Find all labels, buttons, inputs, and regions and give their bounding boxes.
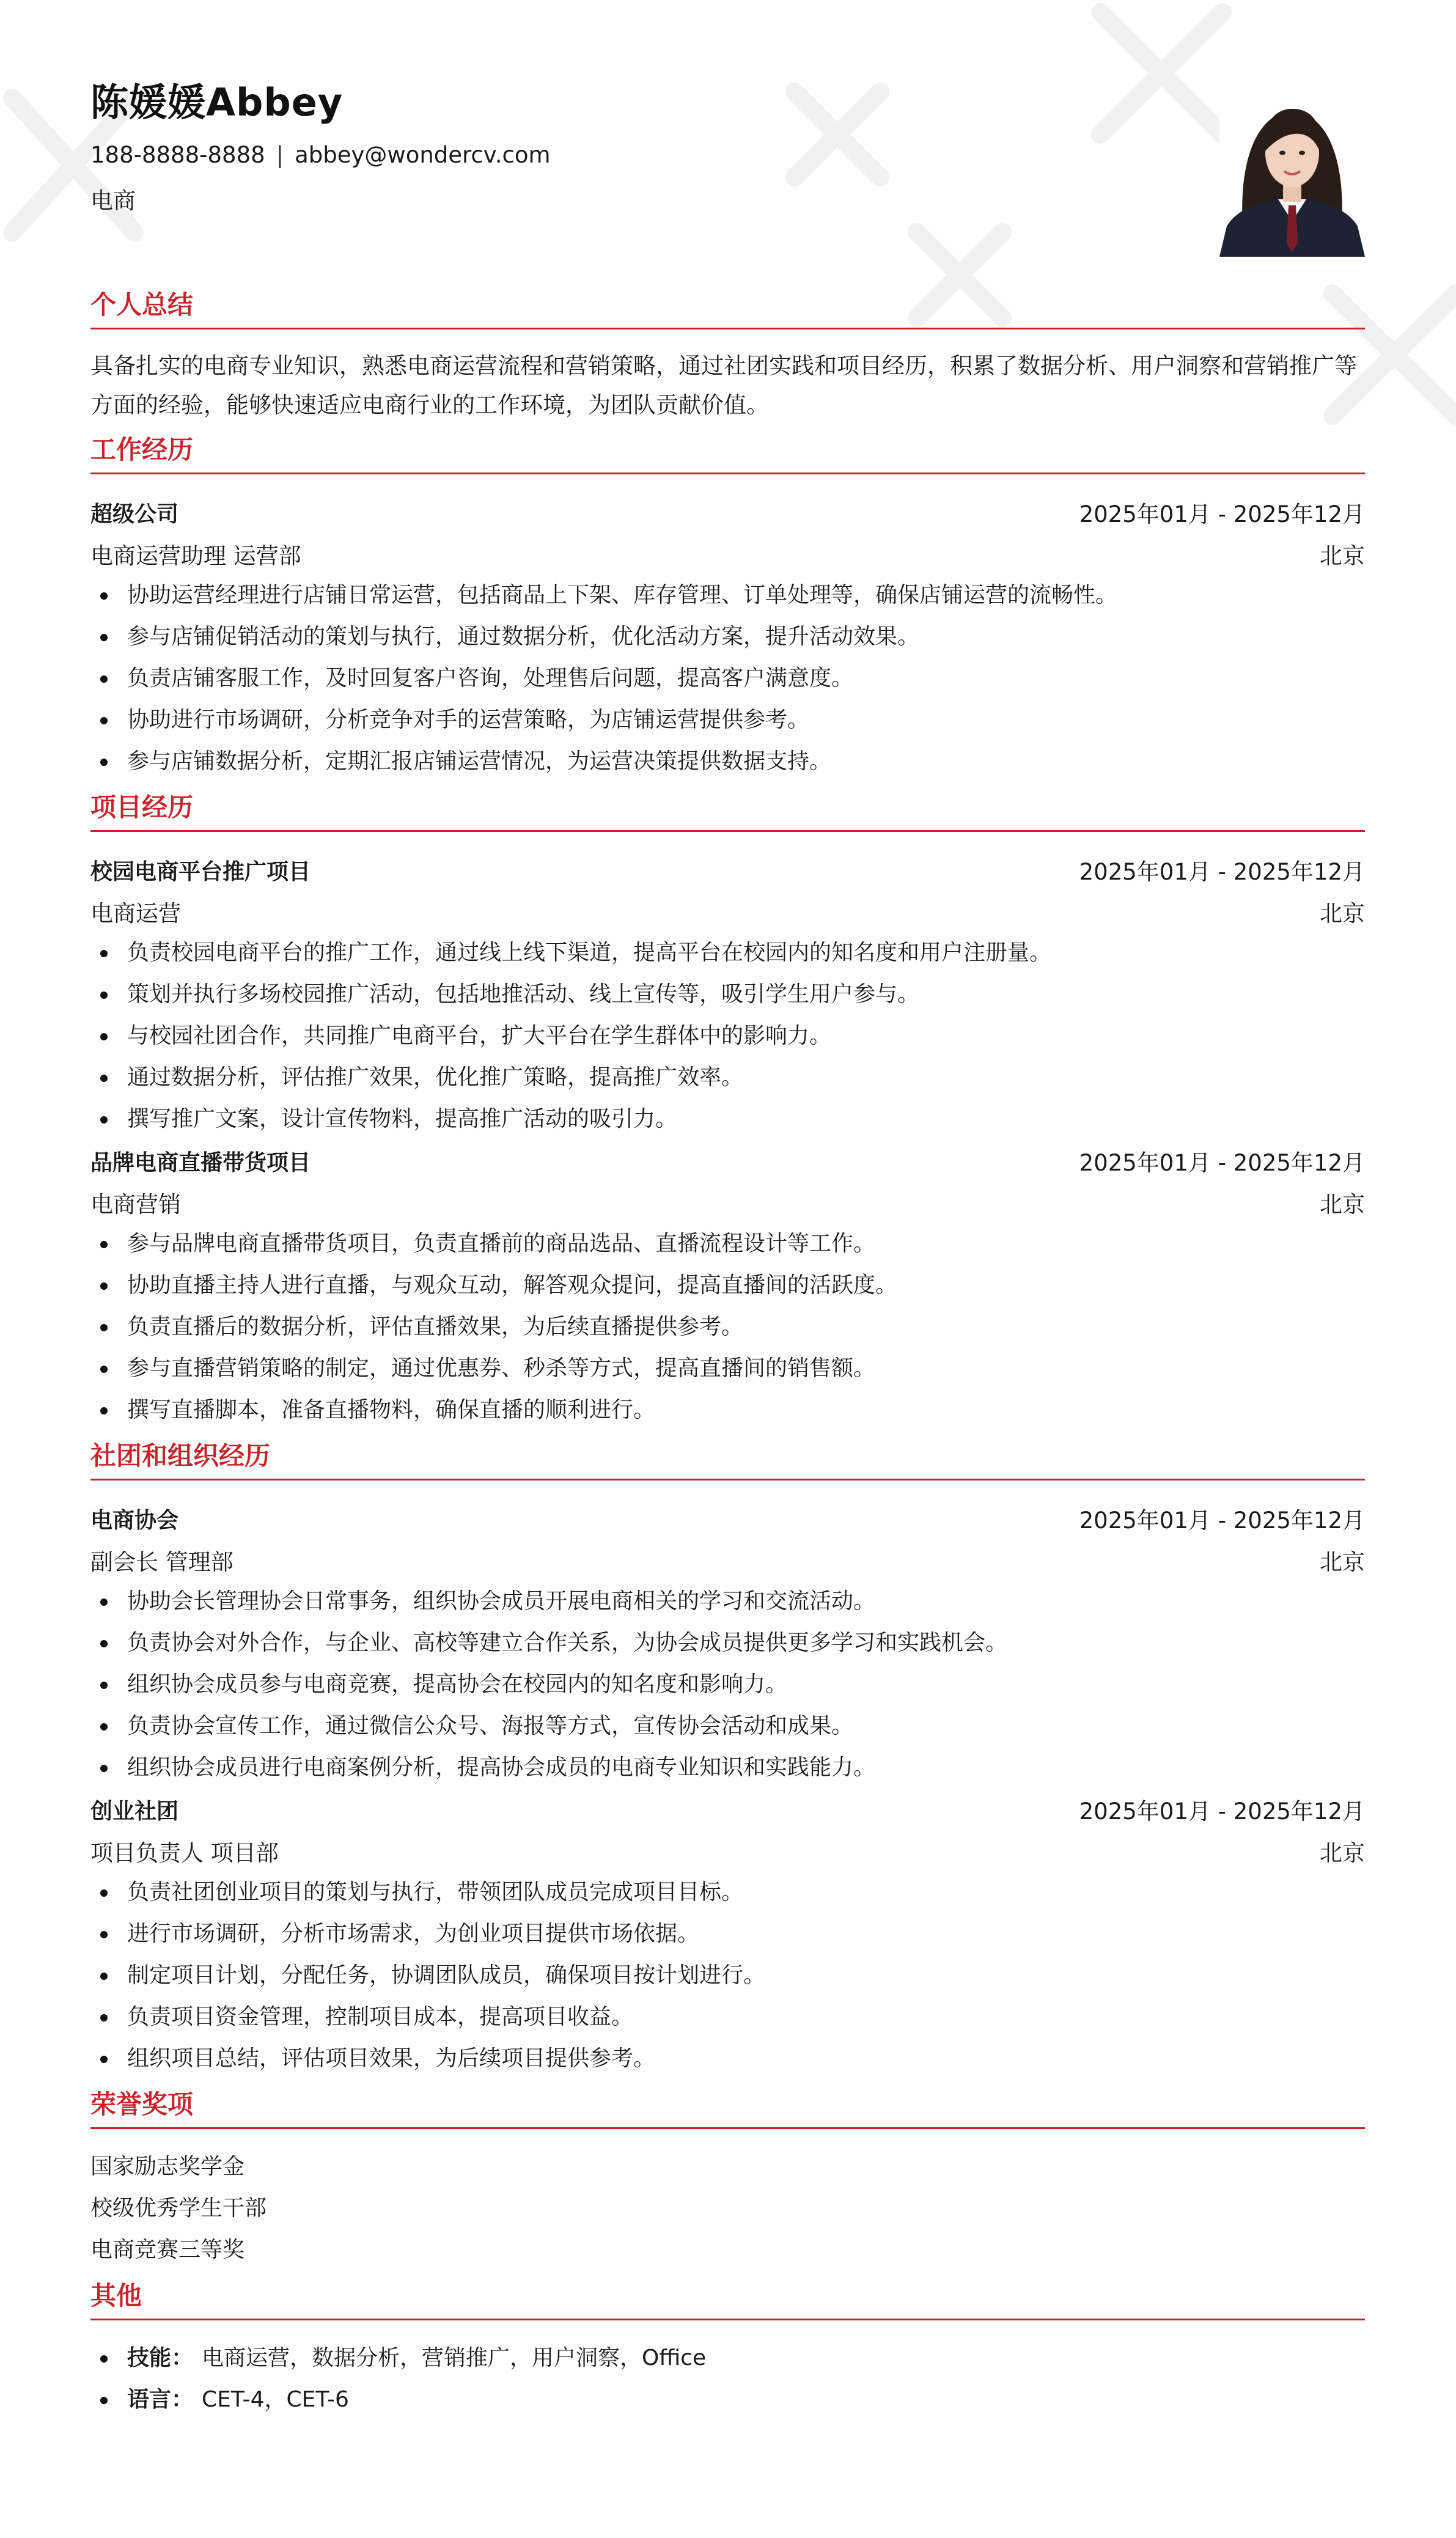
section-divider	[90, 830, 1365, 832]
other-list	[90, 2338, 1365, 2421]
section-title-summary: 个人总结	[90, 290, 194, 320]
entry-organization: 创业社团	[90, 1798, 179, 1824]
bullet-item: 协助进行市场调研，分析竞争对手的运营策略，为店铺运营提供参考。	[90, 699, 1365, 741]
entry-organization: 校园电商平台推广项目	[90, 859, 311, 885]
section-divider	[90, 473, 1365, 474]
entry-date: 2025年01月 - 2025年12月	[1079, 501, 1365, 528]
section-clubs	[90, 1438, 1365, 2080]
bullet-item: 进行市场调研，分析市场需求，为创业项目提供市场依据。	[90, 1913, 1365, 1955]
candidate-name: 陈媛媛Abbey	[90, 80, 344, 125]
bullet-item: 负责直播后的数据分析，评估直播效果，为后续直播提供参考。	[90, 1306, 1365, 1348]
section-divider	[90, 328, 1365, 329]
award-item: 电商竞赛三等奖	[90, 2237, 245, 2262]
bullet-item: 组织协会成员参与电商竞赛，提高协会在校园内的知名度和影响力。	[90, 1664, 1365, 1705]
project-entry	[90, 1140, 1365, 1431]
bullet-item: 协助直播主持人进行直播，与观众互动，解答观众提问，提高直播间的活跃度。	[90, 1265, 1365, 1306]
bullet-item: 负责协会宣传工作，通过微信公众号、海报等方式，宣传协会活动和成果。	[90, 1705, 1365, 1747]
entry-bullets	[90, 1872, 1365, 2080]
skills-value: 电商运营，数据分析，营销推广，用户洞察，Office	[202, 2345, 707, 2371]
entry-location: 北京	[1320, 900, 1365, 927]
bullet-item: 负责校园电商平台的推广工作，通过线上线下渠道，提高平台在校园内的知名度和用户注册量。	[90, 932, 1365, 974]
bullet-item: 负责项目资金管理，控制项目成本，提高项目收益。	[90, 1996, 1365, 2038]
bullet-item: 组织协会成员进行电商案例分析，提高协会成员的电商专业知识和实践能力。	[90, 1747, 1365, 1789]
resume-page	[90, 0, 1365, 2421]
section-awards	[90, 2087, 1365, 2271]
entry-role: 电商运营	[90, 900, 181, 927]
entry-role: 电商运营助理 运营部	[90, 543, 301, 569]
bullet-item: 制定项目计划，分配任务，协调团队成员，确保项目按计划进行。	[90, 1955, 1365, 1996]
entry-bullets	[90, 1581, 1365, 1789]
entry-location: 北京	[1320, 1191, 1365, 1218]
entry-location: 北京	[1320, 1840, 1365, 1866]
job-intent: 电商	[90, 188, 136, 214]
section-work	[90, 432, 1365, 782]
entry-organization: 电商协会	[90, 1507, 179, 1533]
skills-item	[90, 2338, 1365, 2379]
entry-date: 2025年01月 - 2025年12月	[1079, 1798, 1365, 1825]
entry-role: 副会长 管理部	[90, 1549, 233, 1575]
award-item: 校级优秀学生干部	[90, 2196, 267, 2221]
entry-date: 2025年01月 - 2025年12月	[1079, 1507, 1365, 1534]
entry-location: 北京	[1320, 1549, 1365, 1575]
bullet-item: 参与店铺数据分析，定期汇报店铺运营情况，为运营决策提供数据支持。	[90, 741, 1365, 782]
award-item: 国家励志奖学金	[90, 2154, 245, 2179]
bullet-item: 负责社团创业项目的策划与执行，带领团队成员完成项目目标。	[90, 1872, 1365, 1913]
profile-photo	[1219, 79, 1365, 257]
skills-label: 技能：	[127, 2345, 194, 2371]
bullet-item: 组织项目总结，评估项目效果，为后续项目提供参考。	[90, 2038, 1365, 2080]
entry-date: 2025年01月 - 2025年12月	[1079, 1150, 1365, 1176]
section-divider	[90, 2319, 1365, 2320]
bullet-item: 协助会长管理协会日常事务，组织协会成员开展电商相关的学习和交流活动。	[90, 1581, 1365, 1622]
entry-location: 北京	[1320, 543, 1365, 569]
entry-role: 电商营销	[90, 1191, 181, 1218]
entry-bullets	[90, 575, 1365, 782]
bullet-item: 参与店铺促销活动的策划与执行，通过数据分析，优化活动方案，提升活动效果。	[90, 616, 1365, 658]
phone-number: 188-8888-8888	[90, 142, 265, 168]
language-label: 语言：	[127, 2387, 194, 2412]
bullet-item: 协助运营经理进行店铺日常运营，包括商品上下架、库存管理、订单处理等，确保店铺运营的流畅性。	[90, 575, 1365, 616]
language-value: CET-4，CET-6	[202, 2387, 349, 2412]
bullet-item: 撰写推广文案，设计宣传物料，提高推广活动的吸引力。	[90, 1098, 1365, 1140]
entry-organization: 超级公司	[90, 501, 179, 527]
section-title-awards: 荣誉奖项	[90, 2089, 194, 2119]
bullet-item: 与校园社团合作，共同推广电商平台，扩大平台在学生群体中的影响力。	[90, 1015, 1365, 1057]
section-title-projects: 项目经历	[90, 792, 194, 822]
entry-role: 项目负责人 项目部	[90, 1840, 279, 1866]
section-title-other: 其他	[90, 2281, 142, 2311]
section-title-clubs: 社团和组织经历	[90, 1441, 271, 1471]
section-title-work: 工作经历	[90, 435, 194, 465]
club-entry	[90, 1789, 1365, 2080]
entry-bullets	[90, 932, 1365, 1140]
language-item	[90, 2379, 1365, 2421]
bullet-item: 撰写直播脚本，准备直播物料，确保直播的顺利进行。	[90, 1389, 1365, 1431]
club-entry	[90, 1498, 1365, 1789]
email-address: abbey@wondercv.com	[295, 142, 551, 168]
bullet-item: 负责店铺客服工作，及时回复客户咨询，处理售后问题，提高客户满意度。	[90, 658, 1365, 699]
bullet-item: 参与品牌电商直播带货项目，负责直播前的商品选品、直播流程设计等工作。	[90, 1223, 1365, 1265]
project-entry	[90, 849, 1365, 1140]
section-divider	[90, 2127, 1365, 2129]
entry-bullets	[90, 1223, 1365, 1431]
bullet-item: 策划并执行多场校园推广活动，包括地推活动、线上宣传等，吸引学生用户参与。	[90, 974, 1365, 1015]
bullet-item: 通过数据分析，评估推广效果，优化推广策略，提高推广效率。	[90, 1057, 1365, 1098]
contact-line	[90, 142, 551, 168]
entry-date: 2025年01月 - 2025年12月	[1079, 859, 1365, 885]
entry-organization: 品牌电商直播带货项目	[90, 1150, 311, 1175]
contact-separator: |	[276, 142, 284, 168]
section-other	[90, 2278, 1365, 2421]
bullet-item: 参与直播营销策略的制定，通过优惠券、秒杀等方式，提高直播间的销售额。	[90, 1348, 1365, 1389]
section-divider	[90, 1479, 1365, 1480]
section-projects	[90, 790, 1365, 1431]
work-entry	[90, 491, 1365, 782]
summary-text: 具备扎实的电商专业知识，熟悉电商运营流程和营销策略，通过社团实践和项目经历，积累了数据分析、用户洞察和营销推广等方面的经验，能够快速适应电商行业的工作环境，为团队贡献价值。	[90, 353, 1357, 418]
resume-header	[90, 0, 1365, 280]
section-summary	[90, 287, 1365, 425]
bullet-item: 负责协会对外合作，与企业、高校等建立合作关系，为协会成员提供更多学习和实践机会。	[90, 1622, 1365, 1664]
